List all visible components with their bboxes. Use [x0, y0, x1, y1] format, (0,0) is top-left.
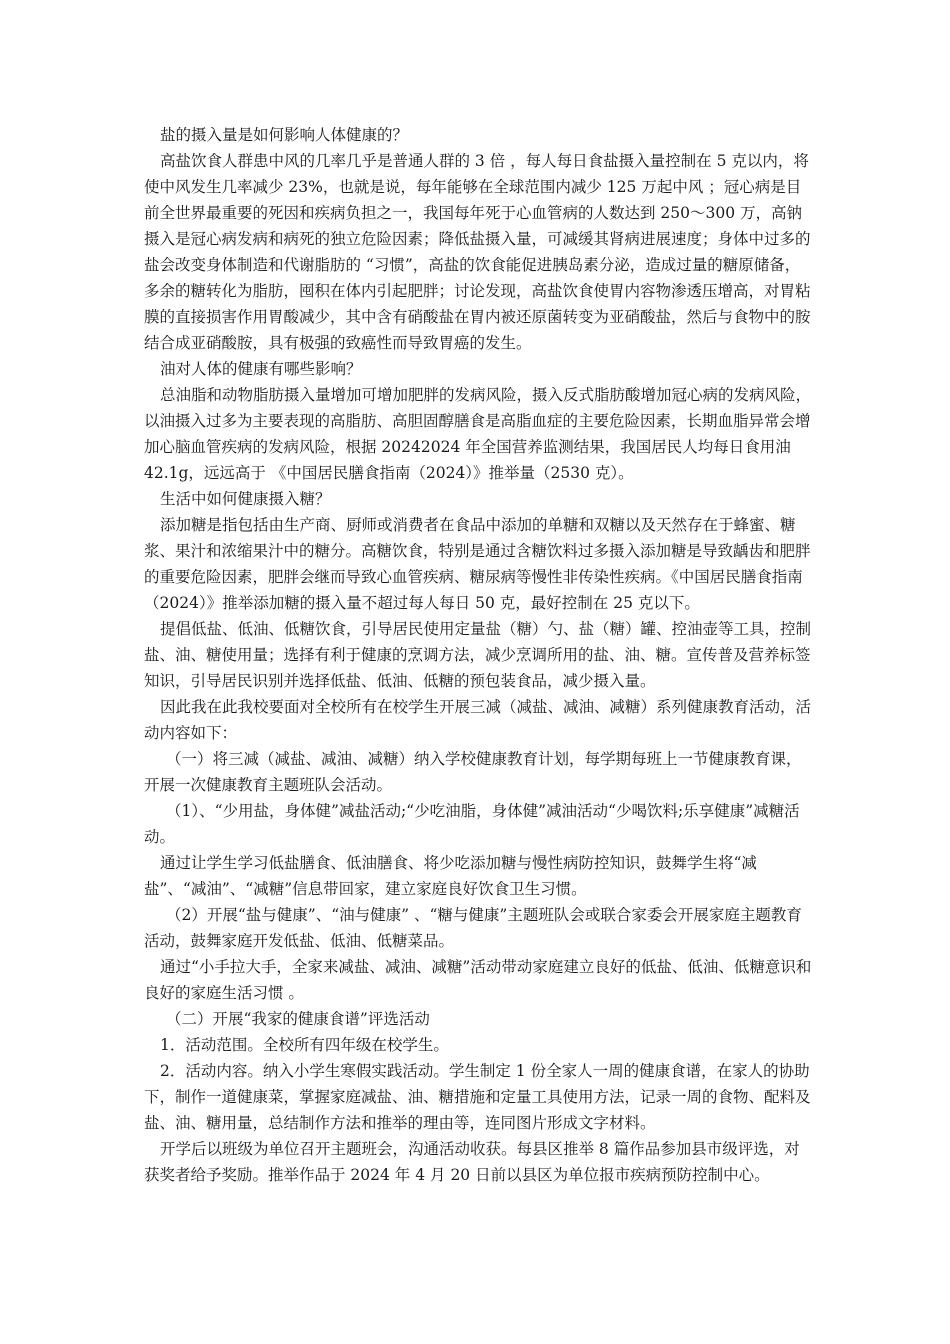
paragraph-oil-first: 总油脂和动物脂肪摄入量增加可增加肥胖的发病风险，摄入反式脂肪酸增加冠心病的发病风 — [160, 386, 781, 404]
paragraph-item-2-rest: 主题教育活动，鼓舞家庭开发低盐、低油、低糖菜品。 — [144, 906, 802, 950]
heading-sugar: 生活中如何健康摄入糖？ — [160, 490, 331, 508]
heading-section-two: （二）开展“我家的健康食谱”评选活动 — [166, 1010, 430, 1028]
paragraph-content — [144, 1058, 812, 1136]
document-body — [144, 122, 812, 1188]
paragraph-item-2-first: （2）开展“盐与健康”、“油与健康” 、“糖与健康”主题班队会或联合家委会开展家庭 — [166, 906, 740, 924]
paragraph-salt — [144, 148, 812, 356]
paragraph-section-one — [144, 746, 812, 798]
paragraph-advocacy — [144, 616, 812, 694]
paragraph-advocacy-first: 提倡低盐、低油、低糖饮食，引导居民使用定量盐（糖）勺、盐（糖）罐、控油壶等工具， — [160, 620, 781, 638]
paragraph-advocacy-rest: 控制盐、油、糖使用量；选择有利于健康的烹调方法，减少烹调所用的盐、油、糖。宣传普及营养标签知识，引导居民识别并选择低盐、低油、低糖的预包装食品，减少摄入量。 — [144, 620, 812, 690]
paragraph-evaluation-first: 开学后以班级为单位召开主题班会，沟通活动收获。每县区推举 8 篇作品参加县市级评选， — [160, 1140, 785, 1158]
paragraph-plan-intro — [144, 694, 812, 746]
paragraph-sugar-first: 添加糖是指包括由生产商、厨师或消费者在食品中添加的单糖和双糖以及天然存在于蜂蜜、 — [160, 516, 781, 534]
paragraph-family-first: 通过“小手拉大手，全家来减盐、减油、减糖”活动带动家庭建立良好的低盐、低油、低糖 — [160, 958, 765, 976]
paragraph-section-one-rest: 开展一次健康教育主题班队会活动。 — [144, 776, 393, 794]
paragraph-family — [144, 954, 812, 1006]
heading-salt: 盐的摄入量是如何影响人体健康的？ — [160, 126, 409, 144]
paragraph-scope: 1．活动范围。全校所有四年级在校学生。 — [160, 1036, 449, 1054]
paragraph-oil-rest: 险，以油摄入过多为主要表现的高脂肪、高胆固醇膳食是高脂血症的主要危险因素，长期血脂异常会增加心脑血管疾病的发病风险，根据 20242024 年全国营养监测结果，我国居民人均每日食用油 42.1g，远远高于 《中国居民膳食指南（2024）》推举量（2530 克）。 — [144, 386, 812, 482]
paragraph-learning-first: 通过让学生学习低盐膳食、低油膳食、将少吃添加糖与慢性病防控知识，鼓舞学生将“减 — [160, 854, 757, 872]
paragraph-item-1-rest: 康”减糖活动。 — [144, 802, 800, 846]
paragraph-content-rest: 助下，制作一道健康菜，掌握家庭减盐、油、糖措施和定量工具使用方法，记录一周的食物、配料及盐、油、糖用量，总结制作方法和推举的理由等，连同图片形成文字材料。 — [144, 1062, 811, 1132]
paragraph-plan-intro-first: 因此我在此我校要面对全校所有在校学生开展三减（减盐、减油、减糖）系列健康教育活动， — [160, 698, 796, 716]
heading-oil: 油对人体的健康有哪些影响？ — [160, 360, 362, 378]
paragraph-sugar-rest: 糖浆、果汁和浓缩果汁中的糖分。高糖饮食，特别是通过含糖饮料过多摄入添加糖是导致龋齿和肥胖的重要危险因素，肥胖会继而导致心血管疾病、糖尿病等慢性非传染性疾病。《中国居民膳食指南（2024）》推举添加糖的摄入量不超过每人每日 50 克，最好控制在 25 克以下。 — [144, 516, 811, 612]
paragraph-section-one-first: （一）将三减（减盐、减油、减糖）纳入学校健康教育计划，每学期每班上一节健康教育课， — [166, 750, 802, 768]
paragraph-sugar — [144, 512, 812, 616]
paragraph-item-2 — [144, 902, 812, 954]
paragraph-plan-intro-rest: 活动内容如下： — [144, 698, 812, 742]
paragraph-evaluation-rest: 对获奖者给予奖励。推举作品于 2024 年 4 月 20 日前以县区为单位报市疾病预防控制中心。 — [144, 1140, 800, 1184]
paragraph-salt-first: 高盐饮食人群患中风的几率几乎是普通人群的 3 倍 ，每人每日食盐摄入量控制在 5 克以内， — [160, 152, 794, 170]
paragraph-item-1 — [144, 798, 812, 850]
paragraph-oil — [144, 382, 812, 486]
paragraph-evaluation — [144, 1136, 812, 1188]
paragraph-content-first: 2．活动内容。纳入小学生寒假实践活动。学生制定 1 份全家人一周的健康食谱，在家人的协 — [160, 1062, 795, 1080]
paragraph-family-rest: 意识和良好的家庭生活习惯 。 — [144, 958, 812, 1002]
paragraph-learning — [144, 850, 812, 902]
paragraph-item-1-first: （1）、“少用盐，身体健”减盐活动;“少吃油脂，身体健”减油活动“少喝饮料;乐享健 — [166, 802, 730, 820]
paragraph-salt-rest: 将使中风发生几率减少 23%，也就是说，每年能够在全球范围内减少 125 万起中风 ；冠心病是目前全世界最重要的死因和疾病负担之一，我国每年死于心血管病的人数达到 250～300 万，高钠摄入是冠心病发病和病死的独立危险因素；降低盐摄入量，可减缓其肾病进展速度；身体中过多的盐会改变身体制造和代谢脂肪的 “习惯”，高盐的饮食能促进胰岛素分泌，造成过量的糖原储备，多余的糖转化为脂肪，囤积在体内引起肥胖；讨论发现，高盐饮食使胃内容物渗透压增高，对胃粘膜的直接损害作用胃酸减少，其中含有硝酸盐在胃内被还原菌转变为亚硝酸盐，然后与食物中的胺结合成亚硝酸胺，具有极强的致癌性而导致胃癌的发生。 — [144, 152, 811, 352]
paragraph-learning-rest: 盐”、“减油”、“减糖”信息带回家，建立家庭良好饮食卫生习惯。 — [144, 880, 587, 898]
